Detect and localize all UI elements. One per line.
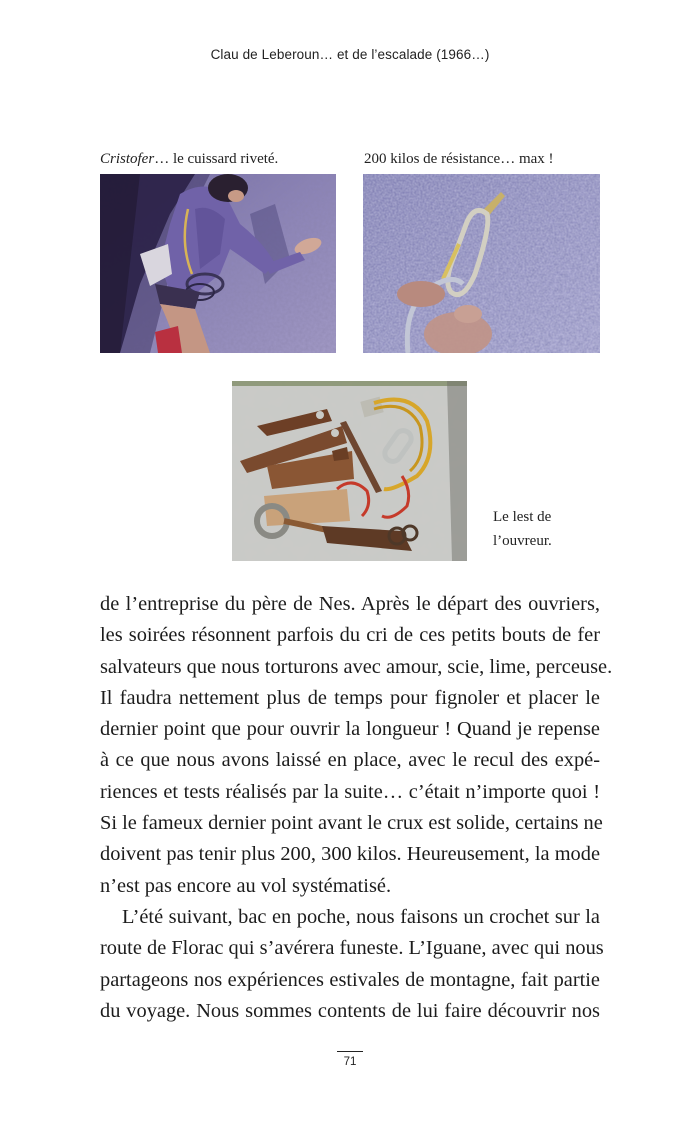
text-line: Il faudra nettement plus de temps pour fignoler et placer le (100, 686, 600, 709)
photo-caption-resistance: 200 kilos de résistance… max ! (364, 151, 554, 167)
body-text (100, 589, 613, 1027)
text-line: Si le fameux dernier point avant le crux est solide, certains ne (100, 812, 603, 835)
carabiner-image (363, 174, 600, 353)
text-line: n’est pas encore au vol systématisé. (100, 874, 392, 897)
text-line: route de Florac qui s’avérera funeste. L’Iguane, avec qui nous (100, 937, 604, 960)
gear-image (232, 381, 467, 561)
photo-climber-harness (100, 174, 336, 353)
photo-caption-cuissard (100, 149, 278, 169)
text-line: de l’entreprise du père de Nes. Après le départ des ouvriers, (100, 593, 600, 615)
text-line: salvateurs que nous torturons avec amour, scie, lime, perceuse. (100, 655, 613, 678)
page-number: 71 (343, 1056, 357, 1068)
caption-line-2: l’ouvreur. (493, 533, 552, 549)
text-line: L’été suivant, bac en poche, nous faisons un crochet sur la (122, 905, 600, 928)
text-line: du voyage. Nous sommes contents de lui faire découvrir nos (100, 999, 600, 1022)
photo-carabiner-piton (363, 174, 600, 353)
text-line: les soirées résonnent parfois du cri de ces petits bouts de fer (100, 624, 600, 647)
photo-caption-lest (493, 505, 552, 553)
text-line: à ce que nous avons laissé en place, avec le recul des expé- (100, 749, 600, 772)
text-line: riences et tests réalisés par la suite… c’était n’importe quoi ! (100, 780, 600, 803)
caption-line-1: Le lest de (493, 509, 552, 525)
text-line: doivent pas tenir plus 200, 300 kilos. Heureusement, la mode (100, 843, 600, 866)
running-head: Clau de Leberoun… et de l’escalade (1966…) (210, 47, 490, 62)
folio-rule (337, 1051, 363, 1052)
paragraph-2 (100, 902, 604, 1027)
photo-opener-gear (232, 381, 467, 561)
paragraph-1 (100, 589, 613, 902)
text-line: dernier point que pour ouvrir la longueur ! Quand je repense (100, 718, 600, 741)
text-line: partageons nos expériences estivales de montagne, fait partie (100, 968, 600, 991)
climber-image (100, 174, 336, 353)
caption-text: … le cuissard riveté. (154, 151, 279, 167)
caption-name-cristofer: Cristofer (100, 151, 155, 167)
